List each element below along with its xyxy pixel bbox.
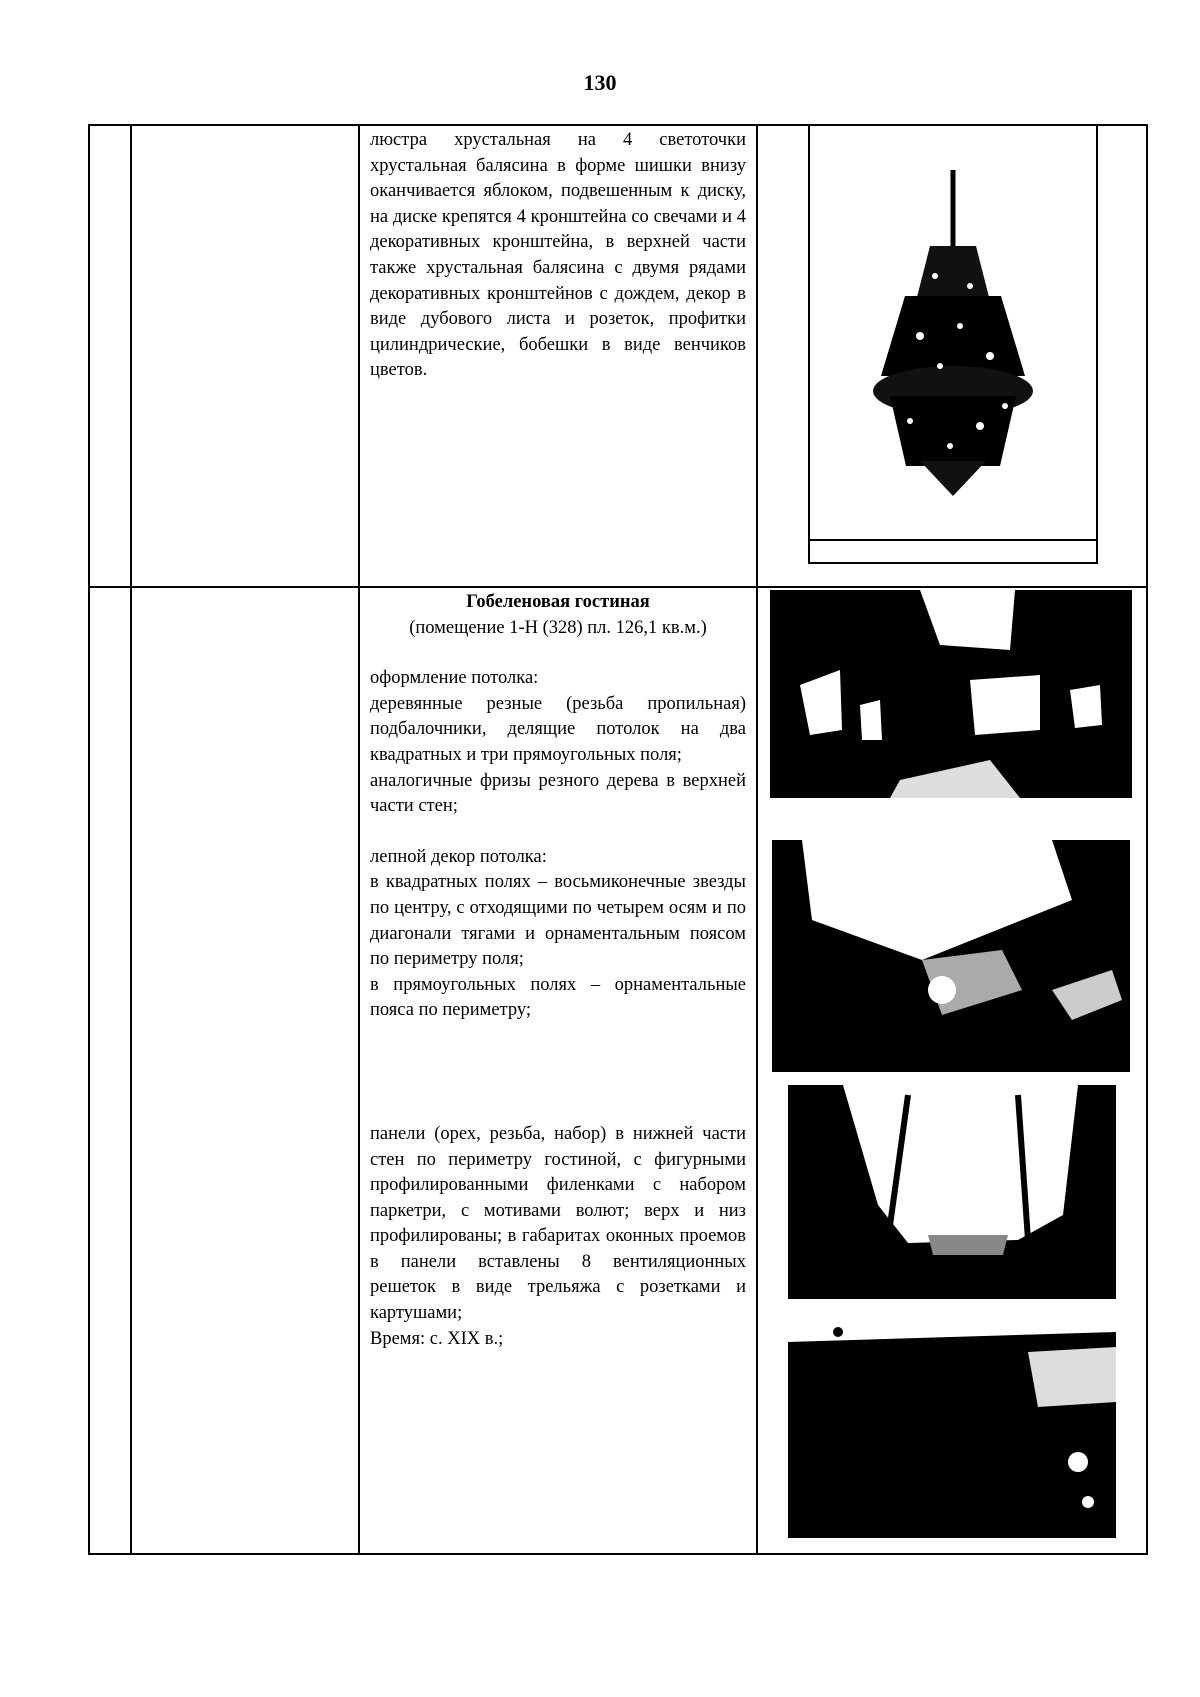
room-subheading: (помещение 1-Н (328) пл. 126,1 кв.м.) (409, 617, 707, 638)
panels-description: панели (орех, резьба, набор) в нижней части стен по периметру гостиной, с фигурными профилированными филенками с набором паркетри, с мотивами волют; верх и низ профилированы; в габаритах оконных проемов в панели вставлены 8 вентиляционных решеток в виде трельяжа с розетками и картушами; (370, 1123, 746, 1324)
chandelier-image (810, 126, 1096, 562)
description-cell (359, 125, 757, 587)
interior-photo (770, 590, 1132, 798)
ceiling-item: деревянные резные (резьба пропильная) подбалочники, делящие потолок на два квадратных и три прямоугольных поля; (370, 693, 746, 765)
room-heading: Гобеленовая гостиная (466, 592, 650, 612)
chandelier-description: люстра хрустальная на 4 светоточки хрустальная балясина в форме шишки внизу оканчивается яблоком, подвешенным к диску, на диске крепятся 4 кронштейна со свечами и 4 декоративных кронштейна, в верхней части также хрустальная балясина с двумя рядами декоративных кронштейнов с дождем, декор в виде дубового листа и розеток, профитки цилиндрические, бобешки в виде венчиков цветов. (370, 130, 746, 381)
table-row (89, 587, 1147, 1554)
ceiling-item: аналогичные фризы резного дерева в верхней части стен; (370, 770, 746, 817)
lamp-photo (788, 1085, 1116, 1299)
stucco-title: лепной декор потолка: (370, 846, 547, 867)
name-cell (131, 587, 359, 1554)
description-cell (359, 587, 757, 1554)
chandelier-photo (808, 126, 1098, 564)
table-row (89, 125, 1147, 587)
name-cell (131, 125, 359, 587)
panel-photo (788, 1312, 1116, 1538)
stucco-item: в прямоугольных полях – орнаментальные пояса по периметру; (370, 974, 746, 1021)
page-number: 130 (583, 70, 617, 95)
object-table (88, 124, 1148, 1555)
ceiling-title: оформление потолка: (370, 668, 539, 689)
ceiling-photo (772, 840, 1130, 1072)
number-cell (89, 125, 131, 587)
stucco-item: в квадратных полях – восьмиконечные звезды по центру, с отходящими по четырем осям и по диагонали тягами и орнаментальным поясом по периметру поля; (370, 872, 746, 970)
time-period: Время: с. XIX в.; (370, 1328, 504, 1349)
number-cell (89, 587, 131, 1554)
photo-cell (757, 125, 1147, 587)
photo-cell (757, 587, 1147, 1554)
